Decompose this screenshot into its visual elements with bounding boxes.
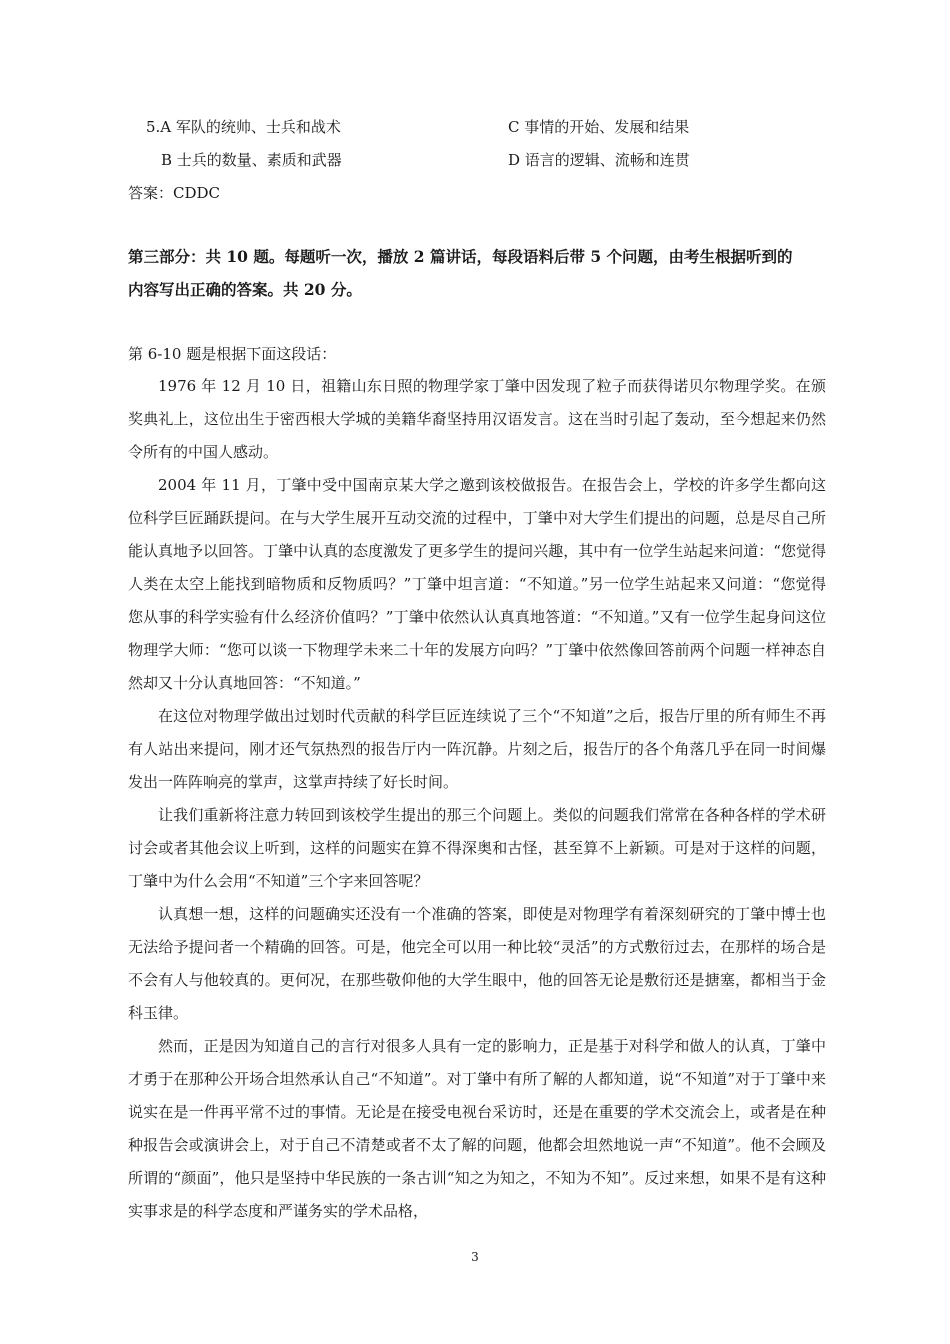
option-d: D 语言的逻辑、流畅和连贯 [508,151,690,169]
paragraph-2: 2004 年 11 月，丁肇中受中国南京某大学之邀到该校做报告。在报告会上，学校的许多学生都向这位科学巨匠踊跃提问。在与大学生展开互动交流的过程中，丁肇中对大学生们提出的问题，总是尽自己所能认真地予以回答。丁肇中认真的态度激发了更多学生的提问兴趣，其中有一位学生站起来问道：“您觉得人类在太空上能找到暗物质和反物质吗？”丁肇中坦言道：“不知道。”另一位学生站起来又问道：“您觉得您从事的科学实验有什么经济价值吗？”丁肇中依然认认真真地答道：“不知道。”又有一位学生起身问这位物理学大师：“您可以谈一下物理学未来二十年的发展方向吗？”丁肇中依然像回答前两个问题一样神态自然却又十分认真地回答：“不知道。” [128,476,826,692]
part3-heading-line2: 内容写出正确的答案。共 20 分。 [128,280,362,299]
option-5a: 5.A 军队的统帅、士兵和战术 [146,118,341,136]
answer-line: 答案：CDDC [128,184,221,202]
paragraph-5: 认真想一想，这样的问题确实还没有一个准确的答案，即使是对物理学有着深刻研究的丁肇中博士也无法给予提问者一个精确的回答。可是，他完全可以用一种比较“灵活”的方式敷衍过去，在那样的场合是不会有人与他较真的。更何况，在那些敬仰他的大学生眼中，他的回答无论是敷衍还是搪塞，都相当于金科玉律。 [128,905,826,1022]
paragraph-6: 然而，正是因为知道自己的言行对很多人具有一定的影响力，正是基于对科学和做人的认真，丁肇中才勇于在那种公开场合坦然承认自己“不知道”。对丁肇中有所了解的人都知道，说“不知道”对于丁肇中来说实在是一件再平常不过的事情。无论是在接受电视台采访时，还是在重要的学术交流会上，或者是在种种报告会或演讲会上，对于自己不清楚或者不太了解的问题，他都会坦然地说一声“不知道”。他不会顾及所谓的“颜面”，他只是坚持中华民族的一条古训“知之为知之，不知为不知”。反过来想，如果不是有这种实事求是的科学态度和严谨务实的学术品格， [128,1037,826,1220]
paragraph-1: 1976 年 12 月 10 日，祖籍山东日照的物理学家丁肇中因发现了粒子而获得诺贝尔物理学奖。在颁奖典礼上，这位出生于密西根大学城的美籍华裔坚持用汉语发言。这在当时引起了轰动，至今想起来仍然令所有的中国人感动。 [128,377,826,461]
page-number: 3 [471,1250,479,1264]
paragraph-4: 让我们重新将注意力转回到该校学生提出的那三个问题上。类似的问题我们常常在各种各样的学术研讨会或者其他会议上听到，这样的问题实在算不得深奥和古怪，甚至算不上新颖。可是对于这样的问题，丁肇中为什么会用“不知道”三个字来回答呢？ [128,806,826,890]
section-intro: 第 6-10 题是根据下面这段话： [128,345,337,363]
part3-heading-line1: 第三部分：共 10 题。每题听一次，播放 2 篇讲话，每段语料后带 5 个问题，由考生根据听到的 [128,247,793,266]
option-c: C 事情的开始、发展和结果 [508,118,690,136]
option-b: B 士兵的数量、素质和武器 [161,151,342,169]
paragraph-3: 在这位对物理学做出过划时代贡献的科学巨匠连续说了三个“不知道”之后，报告厅里的所有师生不再有人站出来提问，刚才还气氛热烈的报告厅内一阵沉静。片刻之后，报告厅的各个角落几乎在同一时间爆发出一阵阵响亮的掌声，这掌声持续了好长时间。 [128,707,826,791]
